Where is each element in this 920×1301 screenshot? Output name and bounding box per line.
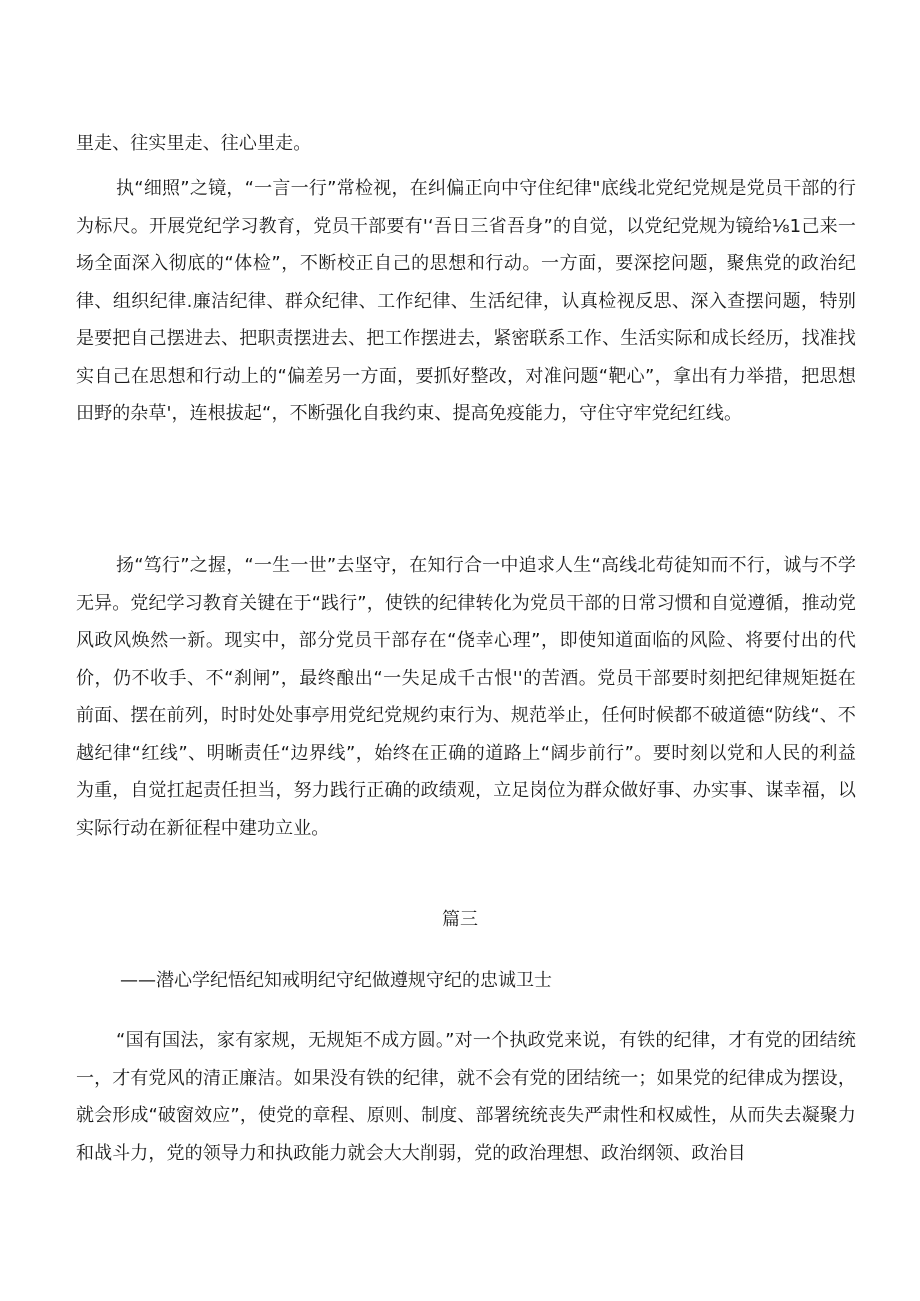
paragraph-continuation: 里走、往实里走、往心里走。 (76, 133, 312, 154)
paragraph-self-examination: 执“细照”之镜，“一言一行”常检视，在纠偏正向中守住纪律"底线北党纪党规是党员干部的行为标尺。开展党纪学习教育，党员干部要有'‘吾日三省吾身”的自觉，以党纪党规为镜给⅛1己来一场全面深入彻底的“体检”，不断校正自己的思想和行动。一方面，要深挖问题，聚焦党的政治纪律、组织纪律.廉洁纪律、群众纪律、工作纪律、生活纪律，认真检视反思、深入查摆问题，特别是要把自己摆进去、把职责摆进去、把工作摆进去，紧密联系工作、生活实际和成长经历，找准找实自己在思想和行动上的“偏差另一方面，要抓好整改，对准问题“靶心”，拿出有力举措，把思想田野的杂草'，连根拔起“，不断强化自我约束、提高免疫能力，守住守牢党纪红线。 (76, 178, 856, 424)
paragraph-discipline: “国有国法，家有家规，无规矩不成方圆。”对一个执政党来说，有铁的纪律，才有党的团结统一，才有党风的清正廉洁。如果没有铁的纪律，就不会有党的团结统一；如果党的纪律成为摆设，就会形成“破窗效应”，使党的章程、原则、制度、部署统统丧失严肃性和权威性，从而失去凝聚力和战斗力，党的领导力和执政能力就会大大削弱，党的政治理想、政治纲领、政治目 (76, 1030, 856, 1164)
section-title: 篇三 (442, 909, 478, 930)
paragraph-practice: 扬“笃行”之握，“一生一世”去坚守，在知行合一中追求人生“高线北苟徒知而不行，诚与不学无异。党纪学习教育关键在于“践行”，使铁的纪律转化为党员干部的日常习惯和自觉遵循，推动党风政风焕然一新。现实中，部分党员干部存在“侥幸心理”，即使知道面临的风险、将要付出的代价，仍不收手、不“刹闸”，最终酿出“一失足成千古恨''的苦酒。党员干部要时刻把纪律规矩挺在前面、摆在前列，时时处处事亭用党纪党规约束行为、规范举止，任何时候都不破道德“防线“、不越纪律“红线”、明晰责任“边界线”，始终在正确的道路上“阔步前行”。要时刻以党和人民的利益为重，自觉扛起责任担当，努力践行正确的政绩观，立足岗位为群众做好事、办实事、谋幸福，以实际行动在新征程中建功立业。 (76, 555, 856, 839)
section-subtitle: ——潜心学纪悟纪知戒明纪守纪做遵规守纪的忠诚卫士 (120, 970, 552, 991)
